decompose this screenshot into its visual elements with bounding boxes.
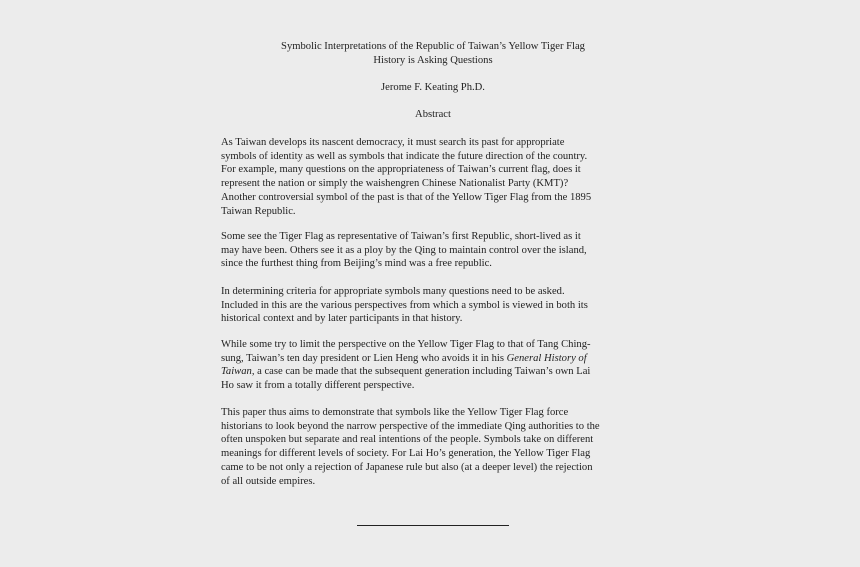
text-line: In determining criteria for appropriate symbols many questions need to be asked. [221,286,565,297]
text-line: often unspoken but separate and real intentions of the people. Symbols take on different [221,434,594,446]
text-line: of all outside empires. [221,475,316,487]
text-line: Taiwan Republic. [221,205,296,217]
text-line: This paper thus aims to demonstrate that symbols like the Yellow Tiger Flag force [221,407,569,418]
paragraph-2 [221,230,641,271]
text-segment: sung, Taiwan’s ten day president or Lien Heng who avoids it in his [221,352,507,364]
title-line-2: History is Asking Questions [373,55,493,66]
paragraph-5 [221,406,641,488]
author-name: Jerome F. Keating Ph.D. [381,82,485,93]
title-line-1: Symbolic Interpretations of the Republic of Taiwan’s Yellow Tiger Flag [281,41,585,52]
text-line: since the furthest thing from Beijing’s mind was a free republic. [221,258,492,270]
text-line: Another controversial symbol of the past is that of the Yellow Tiger Flag from the 1895 [221,191,592,203]
text-line: While some try to limit the perspective on the Yellow Tiger Flag to that of Tang Ching- [221,339,591,350]
paragraph-4 [221,338,641,393]
text-line: meanings for different levels of society. For Lai Ho’s generation, the Yellow Tiger Flag [221,448,591,460]
book-title-italic: General History of [506,352,587,364]
paragraph-1 [221,136,641,218]
text-line [221,365,641,379]
text-line: symbols of identity as well as symbols that indicate the future direction of the country. [221,150,588,162]
text-line: Some see the Tiger Flag as representative of Taiwan’s first Republic, short-lived as it [221,231,581,242]
text-line [221,352,641,366]
paragraph-3 [221,285,641,326]
text-line: historical context and by later participants in that history. [221,313,463,325]
book-title-italic: Taiwan, [221,366,255,378]
footnote-separator [357,525,509,526]
text-line: may have been. Others see it as a ploy by the Qing to maintain control over the island, [221,244,587,256]
abstract-heading: Abstract [415,109,451,120]
text-segment: a case can be made that the subsequent generation including Taiwan’s own Lai [254,366,591,378]
text-line: Ho saw it from a totally different perspective. [221,380,415,392]
text-line: For example, many questions on the appropriateness of Taiwan’s current flag, does it [221,164,581,176]
text-line: historians to look beyond the narrow perspective of the immediate Qing authorities to the [221,420,600,432]
text-line: Included in this are the various perspectives from which a symbol is viewed in both its [221,299,588,311]
text-line: came to be not only a rejection of Japanese rule but also (at a deeper level) the rejection [221,461,593,473]
text-line: represent the nation or simply the waishengren Chinese Nationalist Party (KMT)? [221,178,569,190]
text-line: As Taiwan develops its nascent democracy, it must search its past for appropriate [221,137,565,148]
